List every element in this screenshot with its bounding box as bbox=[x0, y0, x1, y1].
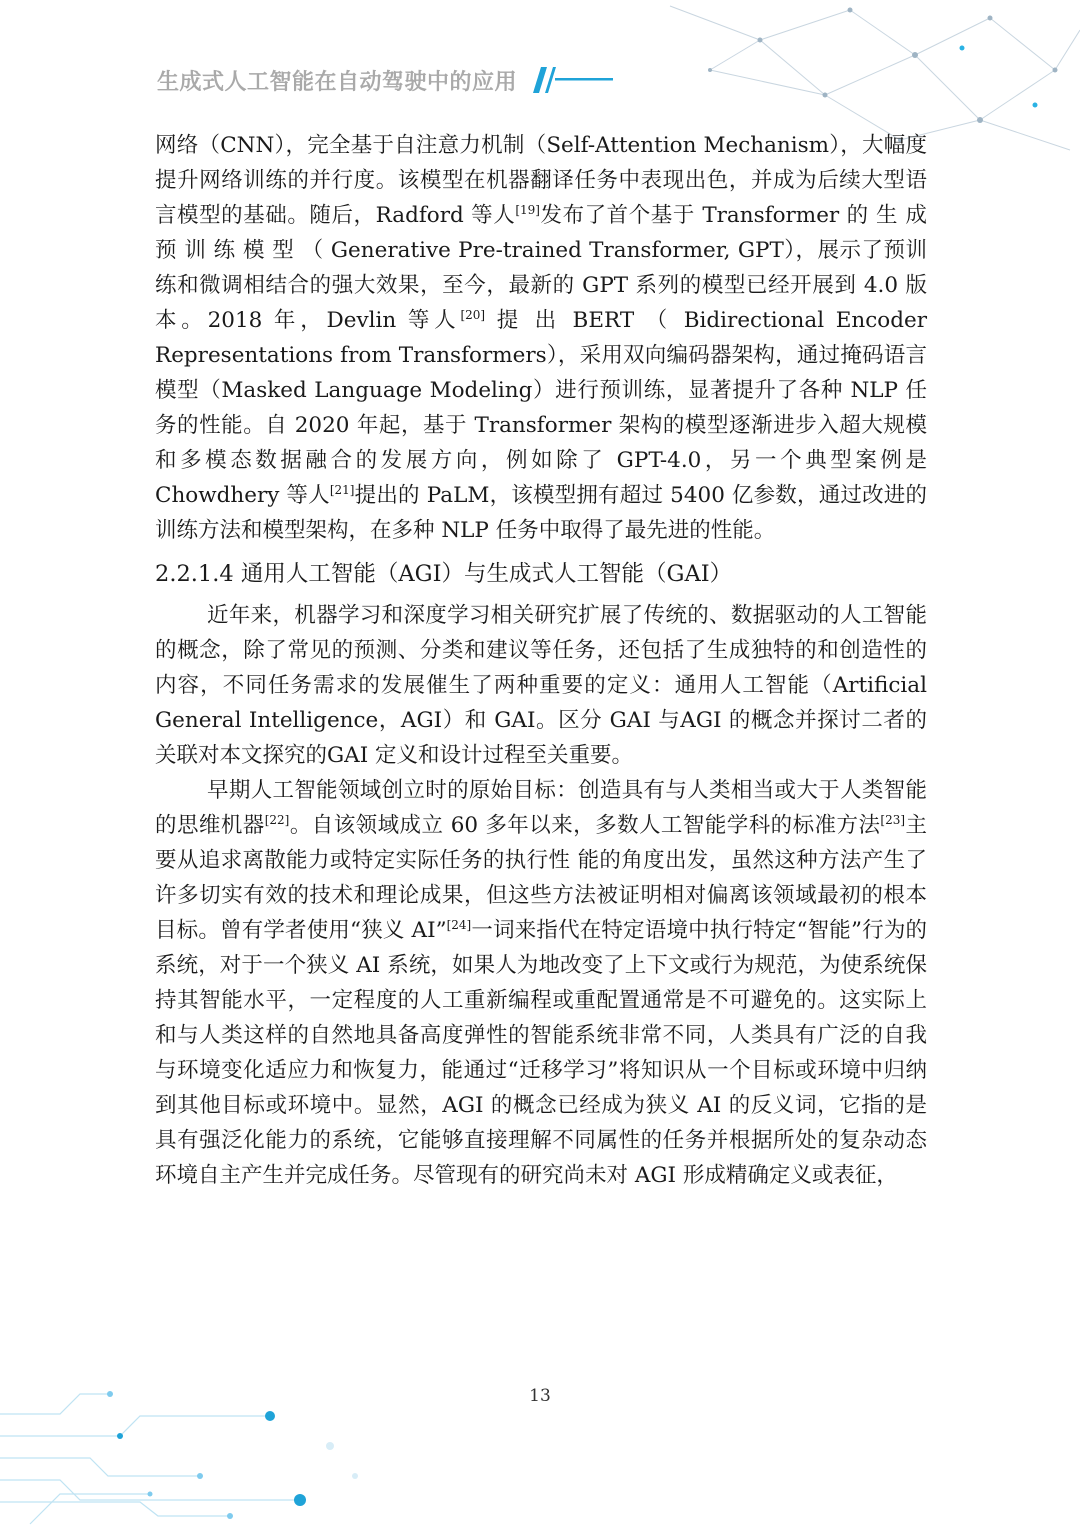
header-stripes-icon bbox=[525, 65, 615, 95]
body-paragraph bbox=[155, 128, 927, 548]
text-run: 主要从追求离散能力或特定实际任务的执行性 能的角度出发，虽然这种方法产生了许多切实有效的技术和理论成果，但这些方法被证明相对偏离该领域最初的根本目标。曾有学者使用“狭义 AI” bbox=[155, 813, 927, 943]
citation-reference: [22] bbox=[264, 813, 290, 827]
citation-reference: [24] bbox=[446, 918, 472, 932]
citation-reference: [19] bbox=[515, 203, 540, 217]
citation-reference: [21] bbox=[329, 483, 355, 497]
text-run: 发布了首个基于 Transformer 的 生 成 预 训 练 模 型 （ Generative Pre-trained Transformer, GPT），展示了预训练和微调相结合的强大效果，至今，最新的 GPT 系列的模型已经开展到 4.0 版本。2018 年，Devlin 等人 bbox=[155, 203, 927, 333]
text-run: 提 出 BERT （ Bidirectional Encoder Representations from Transformers），采用双向编码器架构，通过掩码语言模型（Masked Language Modeling）进行预训练，显著提升了各种 NLP 任务的性能。自 2020 年起，基于 Transformer 架构的模型逐渐进步入超大规模和多模态数据融合的发展方向，例如除了 GPT-4.0，另一个典型案例是 Chowdhery 等人 bbox=[155, 308, 928, 508]
header-title: 生成式人工智能在自动驾驶中的应用 bbox=[157, 69, 518, 95]
text-run: 2.2.1.4 通用人工智能（AGI）与生成式人工智能（GAI） bbox=[155, 561, 733, 587]
section-heading bbox=[155, 556, 927, 592]
citation-reference: [23] bbox=[880, 813, 906, 827]
circuit-decoration-graphic bbox=[0, 1366, 380, 1526]
citation-reference: [20] bbox=[460, 308, 486, 322]
text-run: 。自该领域成立 60 多年以来，多数人工智能学科的标准方法 bbox=[289, 813, 881, 838]
running-header bbox=[157, 62, 615, 98]
text-run: 网络（CNN），完全基于自注意力机制（Self-Attention Mechanism），大幅度提升网络训练的并行度。该模型在机器翻译任务中表现出色，并成为后续大型语言模型的基础。随后，Radford 等人 bbox=[155, 133, 927, 228]
body-paragraph bbox=[155, 773, 927, 1193]
text-run: 近年来，机器学习和深度学习相关研究扩展了传统的、数据驱动的人工智能的概念，除了常见的预测、分类和建议等任务，还包括了生成独特的和创造性的内容，不同任务需求的发展催生了两种重要的定义：通用人工智能（Artificial General Intelligence，AGI）和 GAI。区分 GAI 与AGI 的概念并探讨二者的关联对本文探究的GAI 定义和设计过程至关重要。 bbox=[155, 603, 927, 768]
page-number: 13 bbox=[529, 1386, 551, 1406]
text-run: 提出的 PaLM，该模型拥有超过 5400 亿参数，通过改进的训练方法和模型架构，在多种 NLP 任务中取得了最先进的性能。 bbox=[155, 483, 927, 543]
text-run: 一词来指代在特定语境中执行特定“智能”行为的系统，对于一个狭义 AI 系统，如果人为地改变了上下文或行为规范，为使系统保持其智能水平，一定程度的人工重新编程或重配置通常是不可避免的。这实际上和与人类这样的自然地具备高度弹性的智能系统非常不同，人类具有广泛的自我与环境变化适应力和恢复力，能通过“迁移学习”将知识从一个目标或环境中归纳到其他目标或环境中。显然，AGI 的概念已经成为狭义 AI 的反义词，它指的是具有强泛化能力的系统，它能够直接理解不同属性的任务并根据所处的复杂动态环境自主产生并完成任务。尽管现有的研究尚未对 AGI 形成精确定义或表征， bbox=[155, 918, 927, 1188]
document-body bbox=[155, 128, 927, 1193]
text-run: 早期人工智能领域创立时的原始目标：创造具有与人类相当或大于人类智能的思维机器 bbox=[155, 778, 927, 838]
body-paragraph bbox=[155, 598, 927, 773]
